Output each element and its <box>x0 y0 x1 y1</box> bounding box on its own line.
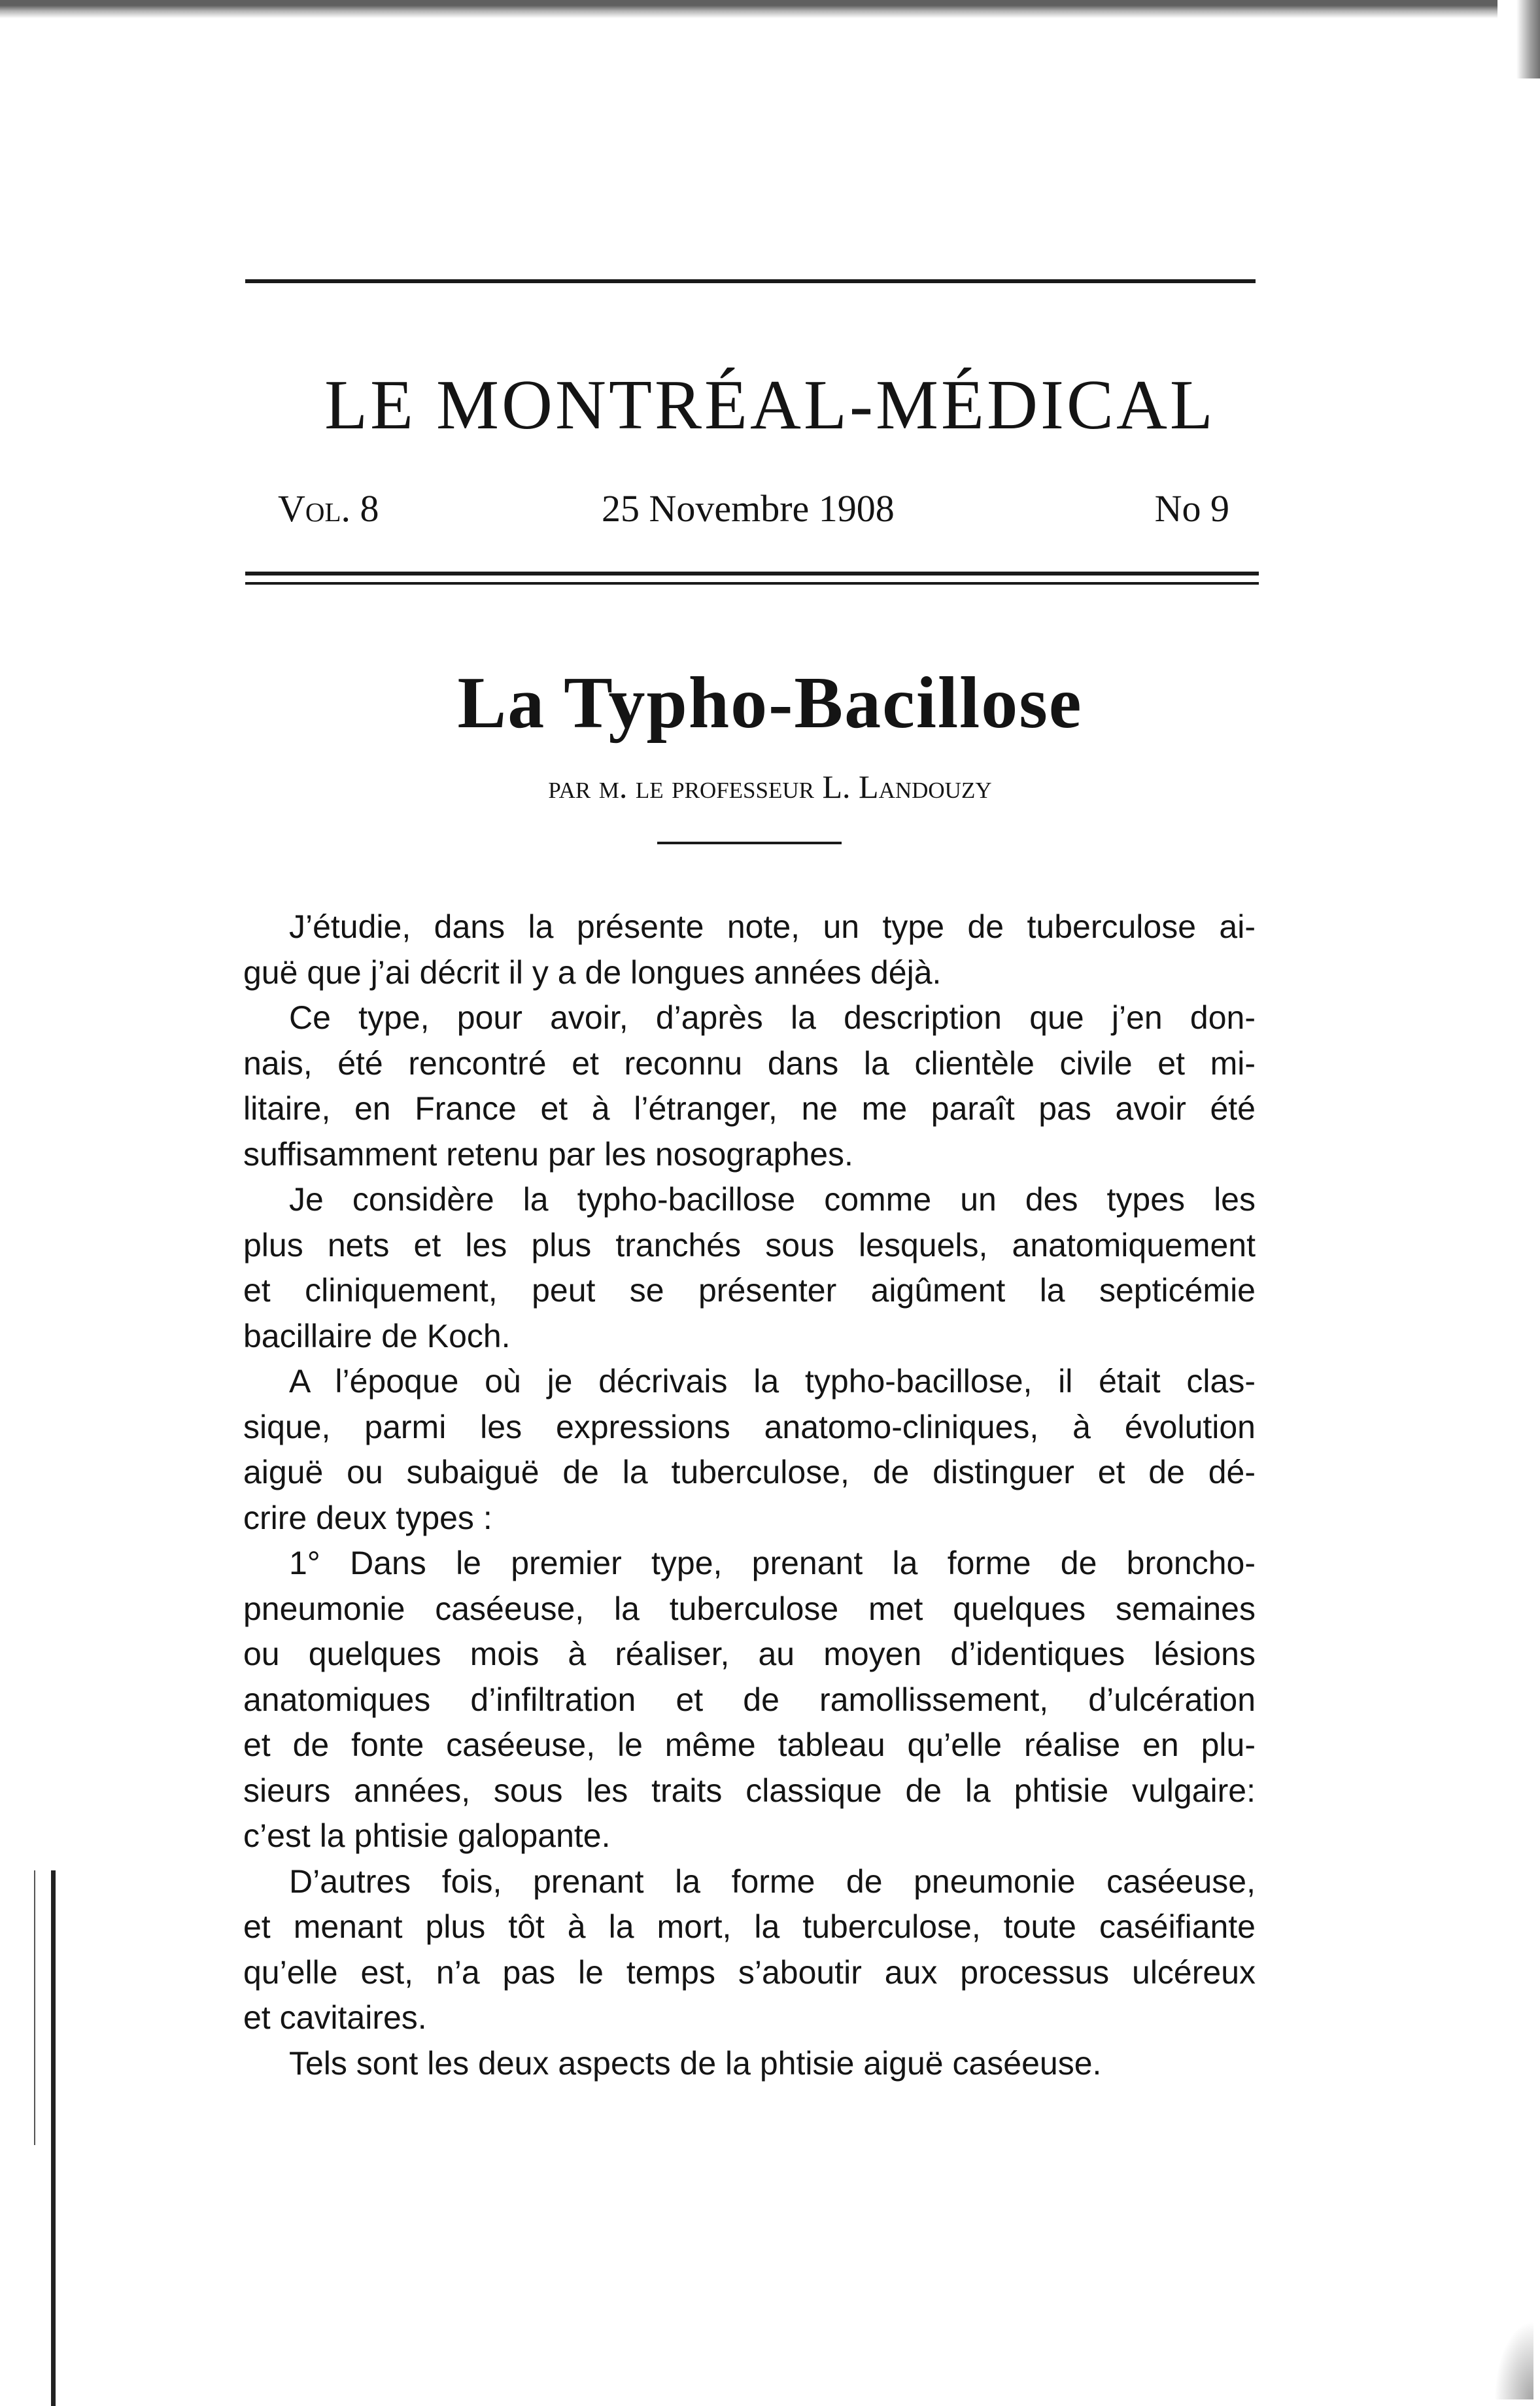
paragraph <box>243 1359 1256 1541</box>
text-line: et menant plus tôt à la mort, la tuberculose, toute caséifiante <box>243 1908 1256 1945</box>
text-line: et de fonte caséeuse, le même tableau qu’elle réalise en plu- <box>243 1727 1256 1763</box>
text-line: et cliniquement, peut se présenter aigûment la septicémie <box>243 1272 1256 1309</box>
text-line: aiguë ou subaiguë de la tuberculose, de distinguer et de dé- <box>243 1454 1256 1490</box>
text-line: pneumonie caséeuse, la tuberculose met quelques semaines <box>243 1590 1256 1627</box>
text-line: ou quelques mois à réaliser, au moyen d’identiques lésions <box>243 1636 1256 1672</box>
journal-title: LE MONTRÉAL-MÉDICAL <box>324 366 1216 444</box>
text-line: bacillaire de Koch. <box>243 1317 511 1354</box>
paragraph <box>243 995 1256 1177</box>
issue-date: 25 Novembre 1908 <box>602 487 895 530</box>
scan-edge-right <box>1516 0 1540 78</box>
paragraph <box>243 1859 1256 2041</box>
text-line: plus nets et les plus tranchés sous lesquels, anatomiquement <box>243 1226 1256 1263</box>
text-line: qu’elle est, n’a pas le temps s’aboutir aux processus ulcéreux <box>243 1953 1256 1991</box>
paragraph <box>243 2041 1256 2087</box>
header-top-rule <box>245 279 1256 283</box>
text-line: crire deux types : <box>243 1499 492 1536</box>
issue-number: No 9 <box>1154 487 1229 530</box>
article-title: La Typho-Bacillose <box>457 662 1083 744</box>
text-line: D’autres fois, prenant la forme de pneumonie caséeuse, <box>289 1863 1256 1900</box>
scan-edge-left <box>51 1870 56 2406</box>
text-line: nais, été rencontré et reconnu dans la clientèle civile et mi- <box>243 1044 1256 1082</box>
scan-edge-top <box>0 0 1497 18</box>
paragraph <box>243 904 1256 995</box>
paragraph <box>243 1177 1256 1359</box>
scan-edge-left-thin <box>34 1870 35 2145</box>
text-line: sique, parmi les expressions anatomo-cliniques, à évolution <box>243 1408 1256 1445</box>
text-line: anatomiques d’infiltration et de ramollissement, d’ulcération <box>243 1681 1256 1718</box>
header-double-rule-upper <box>245 572 1259 576</box>
text-line: c’est la phtisie galopante. <box>243 1817 611 1854</box>
text-line: guë que j’ai décrit il y a de longues années déjà. <box>243 954 942 991</box>
text-line: suffisamment retenu par les nosographes. <box>243 1135 853 1173</box>
text-line: litaire, en France et à l’étranger, ne me paraît pas avoir été <box>243 1090 1256 1127</box>
scan-corner-bottom-right <box>1494 2321 1533 2399</box>
text-line: A l’époque où je décrivais la typho-bacillose, il était clas- <box>289 1363 1256 1400</box>
text-line: Ce type, pour avoir, d’après la description que j’en don- <box>289 999 1256 1036</box>
text-line: 1° Dans le premier type, prenant la forme de broncho- <box>289 1545 1256 1581</box>
text-line: et cavitaires. <box>243 1999 427 2036</box>
issue-info-line <box>278 483 1229 535</box>
byline-separator-rule <box>657 842 842 844</box>
header-double-rule-lower <box>245 582 1259 585</box>
text-line: Tels sont les deux aspects de la phtisie aiguë caséeuse. <box>289 2044 1102 2082</box>
article-body <box>243 904 1256 2086</box>
paragraph <box>243 1541 1256 1859</box>
text-line: Je considère la typho-bacillose comme un des types les <box>289 1181 1256 1218</box>
text-line: sieurs années, sous les traits classique de la phtisie vulgaire: <box>243 1772 1256 1809</box>
text-line: J’étudie, dans la présente note, un type de tuberculose ai- <box>289 908 1256 945</box>
volume-label: Vol. 8 <box>278 487 379 530</box>
article-byline: par m. le professeur L. Landouzy <box>548 768 992 805</box>
